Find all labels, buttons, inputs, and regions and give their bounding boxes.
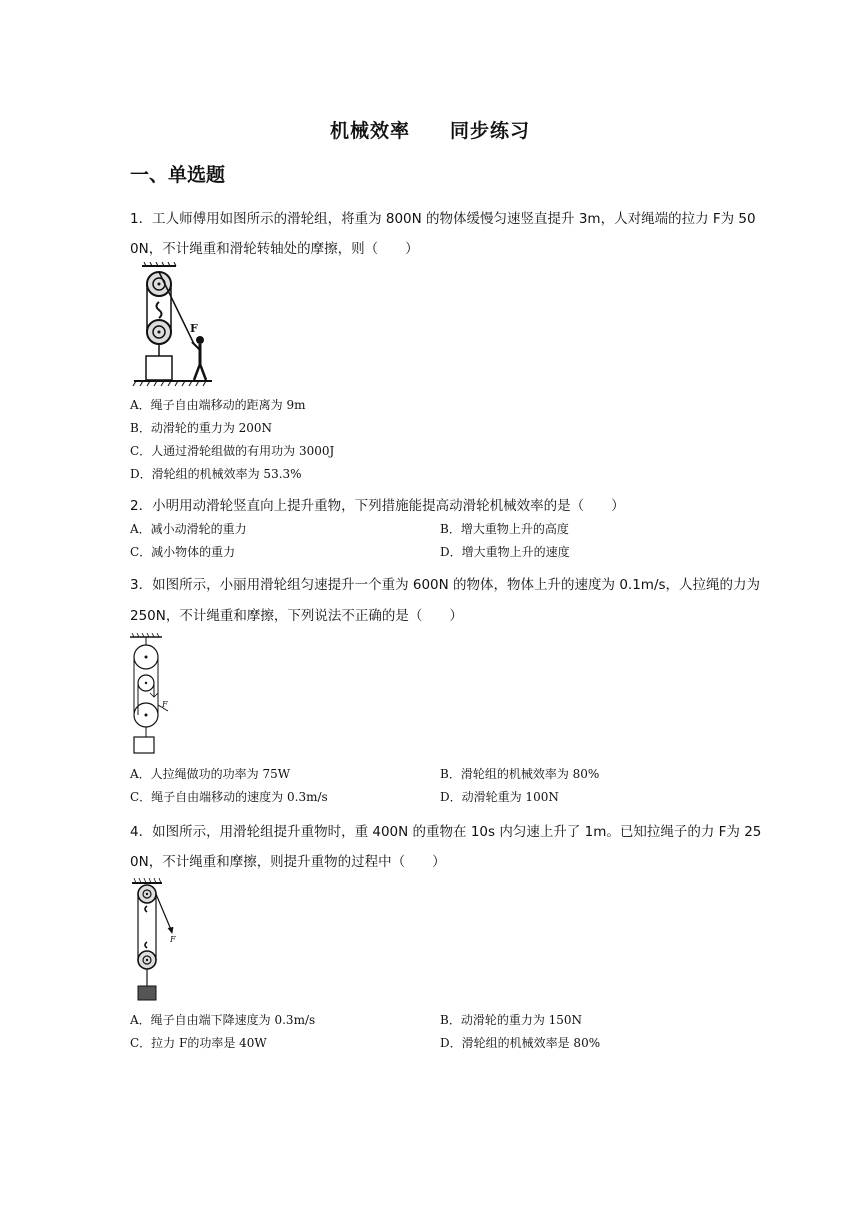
- question-2-option-c[interactable]: C．减小物体的重力: [130, 545, 236, 559]
- question-4-figure: [128, 878, 182, 1004]
- question-3-option-a[interactable]: A．人拉绳做功的功率为 75W: [130, 767, 291, 781]
- section-heading: 一、单选题: [130, 164, 226, 186]
- question-2-option-b[interactable]: B．增大重物上升的高度: [440, 522, 569, 536]
- question-3-option-c[interactable]: C．绳子自由端移动的速度为 0.3m/s: [130, 790, 328, 804]
- question-1-option-c[interactable]: C．人通过滑轮组做的有用功为 3000J: [130, 444, 335, 458]
- question-3-stem-line2: 250N，不计绳重和摩擦，下列说法不正确的是（ ）: [130, 608, 463, 624]
- question-4-option-a[interactable]: A．绳子自由端下降速度为 0.3m/s: [130, 1013, 316, 1027]
- question-4-option-b[interactable]: B．动滑轮的重力为 150N: [440, 1013, 583, 1027]
- question-2-stem-line1: 2．小明用动滑轮竖直向上提升重物，下列措施能提高动滑轮机械效率的是（ ）: [130, 498, 625, 514]
- question-1-option-a[interactable]: A．绳子自由端移动的距离为 9m: [130, 398, 306, 412]
- question-4-stem-line1: 4．如图所示，用滑轮组提升重物时，重 400N 的重物在 10s 内匀速上升了 1m。已知拉绳子的力 F为 25: [130, 824, 762, 840]
- question-1-option-d[interactable]: D．滑轮组的机械效率为 53.3%: [130, 467, 302, 481]
- question-3-option-d[interactable]: D．动滑轮重为 100N: [440, 790, 559, 804]
- question-3-figure-label: F: [162, 700, 168, 709]
- question-3-stem-line1: 3．如图所示，小丽用滑轮组匀速提升一个重为 600N 的物体，物体上升的速度为 0.1m/s，人拉绳的力为: [130, 577, 761, 593]
- question-3-option-b[interactable]: B．滑轮组的机械效率为 80%: [440, 767, 600, 781]
- question-2-option-a[interactable]: A．减小动滑轮的重力: [130, 522, 247, 536]
- question-1-stem-line2: 0N，不计绳重和滑轮转轴处的摩擦，则（ ）: [130, 241, 419, 257]
- question-4-option-d[interactable]: D．滑轮组的机械效率是 80%: [440, 1036, 601, 1050]
- question-1-stem-line1: 1．工人师傅用如图所示的滑轮组，将重为 800N 的物体缓慢匀速竖直提升 3m，人对绳端的拉力 F为 50: [130, 211, 756, 227]
- question-3-figure: [128, 633, 182, 757]
- question-1-figure-label: F: [190, 322, 198, 335]
- question-1-option-b[interactable]: B．动滑轮的重力为 200N: [130, 421, 273, 435]
- question-4-figure-label: F: [170, 935, 176, 944]
- question-2-option-d[interactable]: D．增大重物上升的速度: [440, 545, 570, 559]
- question-4-stem-line2: 0N，不计绳重和摩擦，则提升重物的过程中（ ）: [130, 854, 446, 870]
- question-1-figure: [128, 262, 218, 390]
- question-4-option-c[interactable]: C．拉力 F的功率是 40W: [130, 1036, 267, 1050]
- page-title: 机械效率 同步练习: [329, 120, 530, 142]
